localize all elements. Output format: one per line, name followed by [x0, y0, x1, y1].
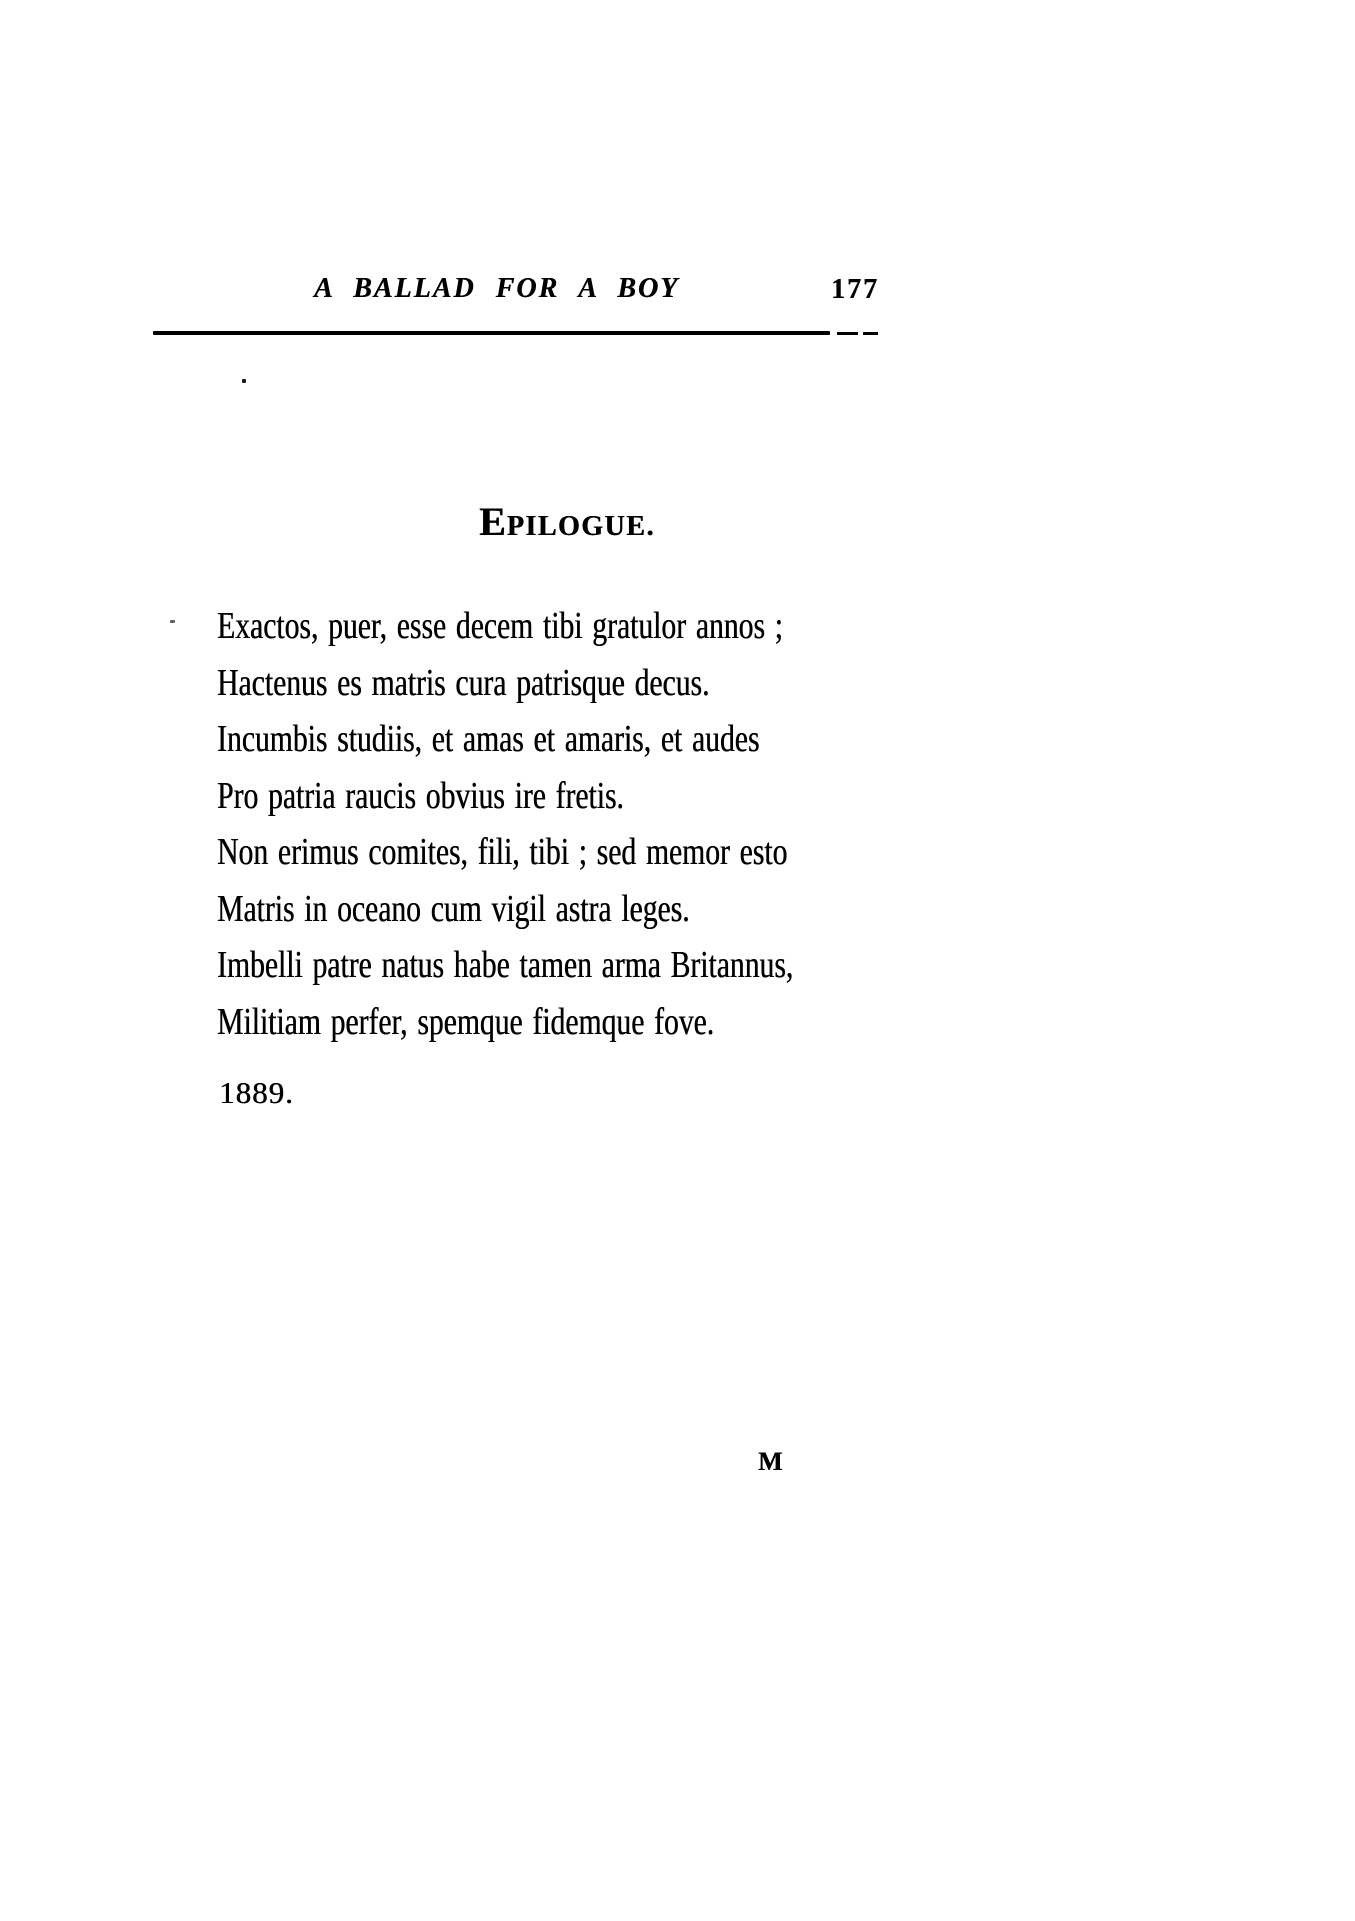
poem-line: Hactenus es matris cura patrisque decus. — [217, 661, 710, 704]
header-rule-dash — [837, 332, 858, 335]
header-rule-dash — [863, 332, 878, 335]
poem-line: Incumbis studiis, et amas et amaris, et audes — [217, 718, 760, 760]
poem-block — [217, 598, 917, 1050]
poem-line: Imbelli patre natus habe tamen arma Britannus, — [217, 944, 794, 986]
section-heading-epilogue — [479, 498, 655, 545]
poem-date: 1889. — [219, 1075, 294, 1110]
section-heading-initial: E — [479, 499, 507, 544]
ink-speck — [170, 620, 175, 623]
poem-line: Militiam perfer, spemque fidemque fove. — [217, 1000, 715, 1043]
poem-line: Non erimus comites, fili, tibi ; sed memor esto — [217, 831, 788, 873]
poem-line: Pro patria raucis obvius ire fretis. — [217, 774, 624, 817]
ink-speck — [242, 379, 246, 383]
page-number: 177 — [831, 274, 879, 305]
running-header-title: A BALLAD FOR A BOY — [314, 273, 680, 304]
header-rule — [153, 331, 830, 335]
section-heading-rest: PILOGUE. — [506, 511, 655, 542]
poem-line: Matris in oceano cum vigil astra leges. — [217, 887, 690, 930]
printer-signature-mark: M — [758, 1447, 783, 1476]
poem-line: Exactos, puer, esse decem tibi gratulor annos ; — [217, 605, 783, 647]
